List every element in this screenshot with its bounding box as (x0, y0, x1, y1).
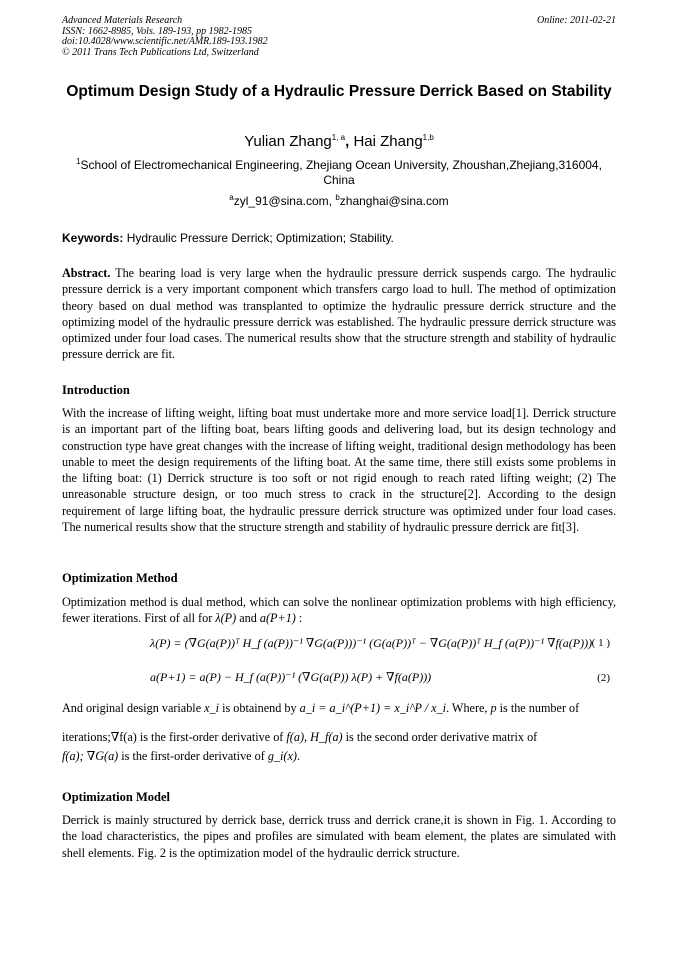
affiliation (62, 158, 616, 188)
equation-2: a(P+1) = a(P) − H_f (a(P))⁻¹ (∇G(a(P)) λ(P) + ∇f(a(P))) (150, 670, 432, 684)
abstract-text: The bearing load is very large when the hydraulic pressure derrick suspends cargo. The hydraulic pressure derrick is a very important component which transfers cargo load to hull. The method of optimization theory based on dual method was transplanted to optimize the hydraulic pressure derrick structure and the optimizing model of the hydraulic pressure derrick was established. The hydraulic pressure derrick structure was optimized under four load cases. The numerical results show that the structure strength and stability of hydraulic pressure derrick are fit. (62, 266, 616, 362)
affiliation-marker: 1 (76, 157, 81, 166)
email-marker: b (335, 193, 340, 202)
affiliation-text: School of Electromechanical Engineering, Zhejiang Ocean University, Zhoushan,Zhejiang,316004, China (80, 158, 602, 187)
author-name: Hai Zhang (353, 133, 423, 150)
math-expression: f(a); ∇G(a) (62, 749, 119, 763)
math-expression: H_f(a) (310, 730, 343, 744)
method-paragraph-2 (62, 700, 616, 716)
email-address: zhanghai@sina.com (339, 194, 449, 208)
online-date: Online: 2011-02-21 (537, 15, 616, 26)
section-heading-model: Optimization Model (62, 790, 170, 804)
author-list (62, 133, 616, 150)
author-name: Yulian Zhang (244, 133, 332, 150)
paper-title: Optimum Design Study of a Hydraulic Pressure Derrick Based on Stability (66, 83, 612, 100)
method-text: : (295, 611, 303, 626)
method-text: is the first-order derivative of (118, 749, 268, 763)
email-address: zyl_91@sina.com, (233, 194, 336, 208)
method-text: . (296, 749, 300, 763)
method-text: and (236, 611, 260, 626)
method-text: iterations;∇f(a) is the first-order derivative of (62, 730, 287, 744)
method-text: is the number of (496, 701, 580, 715)
lambda-symbol: λ(P) (215, 611, 237, 626)
math-expression: a_i = a_i^(P+1) = x_i^P / x_i (299, 701, 447, 715)
copyright-line: © 2011 Trans Tech Publications Ltd, Switzerland (62, 46, 259, 58)
doi-line: doi:10.4028/www.scientific.net/AMR.189-193.1982 (62, 36, 268, 47)
method-text: is obtainend by (219, 701, 300, 715)
method-text: is the second order derivative matrix of (342, 730, 538, 744)
math-expression: f(a) (286, 730, 305, 744)
introduction-text: With the increase of lifting weight, lifting boat must undertake more and more service load[1]. Derrick structure is an important part of the lifting boat, bears lifting goods and delivering load, but its design technology and construction type have great changes with the increase of lifting weight, traditional design methodology has been unable to meet the design requirements of the lifting boat. At the same time, there still exists some problems in the lifting boat: (1) Derrick structure is too soft or not rigid enough to reach rated lifting weight; (2) The unreasonable structure design, or too much stress to crack in the structure[2]. According to the design requirement of large lifting boat, the hydraulic pressure derrick structure was optimized under four load cases. The numerical results show that the structure strength and stability of hydraulic pressure derrick are fit[3]. (62, 406, 616, 535)
keywords-label: Keywords: (62, 231, 124, 245)
keywords-text: Hydraulic Pressure Derrick; Optimization; Stability. (123, 231, 394, 245)
method-text: . Where, (446, 701, 491, 715)
section-heading-introduction: Introduction (62, 383, 130, 397)
model-text: Derrick is mainly structured by derrick base, derrick truss and derrick crane,it is shown in Fig. 1. According to the load characteristics, the pipes and profiles are simulated with beam element, the plates are simulated with shell elements. Fig. 2 is the optimization model of the hydraulic derrick structure. (62, 813, 616, 860)
equation-number: ( 1 ) (591, 637, 610, 649)
equation-number: (2) (597, 672, 610, 684)
section-heading-method: Optimization Method (62, 571, 178, 585)
journal-header (62, 16, 616, 58)
method-text: , (304, 730, 311, 744)
method-paragraph (62, 594, 616, 627)
author-affil-marker: 1, a (331, 133, 346, 142)
author-affil-marker: 1,b (422, 133, 434, 142)
issn-line: ISSN: 1662-8985, Vols. 189-193, pp 1982-1985 (62, 25, 252, 37)
a-symbol: a(P+1) (259, 611, 296, 626)
email-marker: a (229, 193, 234, 202)
method-paragraph-3 (62, 729, 616, 745)
method-text: And original design variable (62, 701, 205, 715)
method-paragraph-4 (62, 748, 616, 764)
keywords (62, 231, 616, 245)
math-symbol: p (490, 701, 497, 715)
math-symbol: x_i (204, 701, 220, 715)
abstract (62, 265, 616, 363)
method-text: Optimization method is dual method, which can solve the nonlinear optimization problems with high efficiency, fewer iterations. First of all for (62, 595, 616, 626)
author-emails (62, 194, 616, 208)
equation-1: λ(P) = (∇G(a(P))ᵀ H_f (a(P))⁻¹ ∇G(a(P)))⁻¹ (G(a(P))ᵀ − ∇G(a(P))ᵀ H_f (a(P))⁻¹ ∇f(a(P))) (150, 636, 593, 650)
journal-name: Advanced Materials Research (62, 15, 183, 26)
author-separator: , (345, 133, 354, 150)
abstract-label: Abstract. (62, 266, 111, 280)
math-expression: g_i(x) (267, 749, 297, 763)
